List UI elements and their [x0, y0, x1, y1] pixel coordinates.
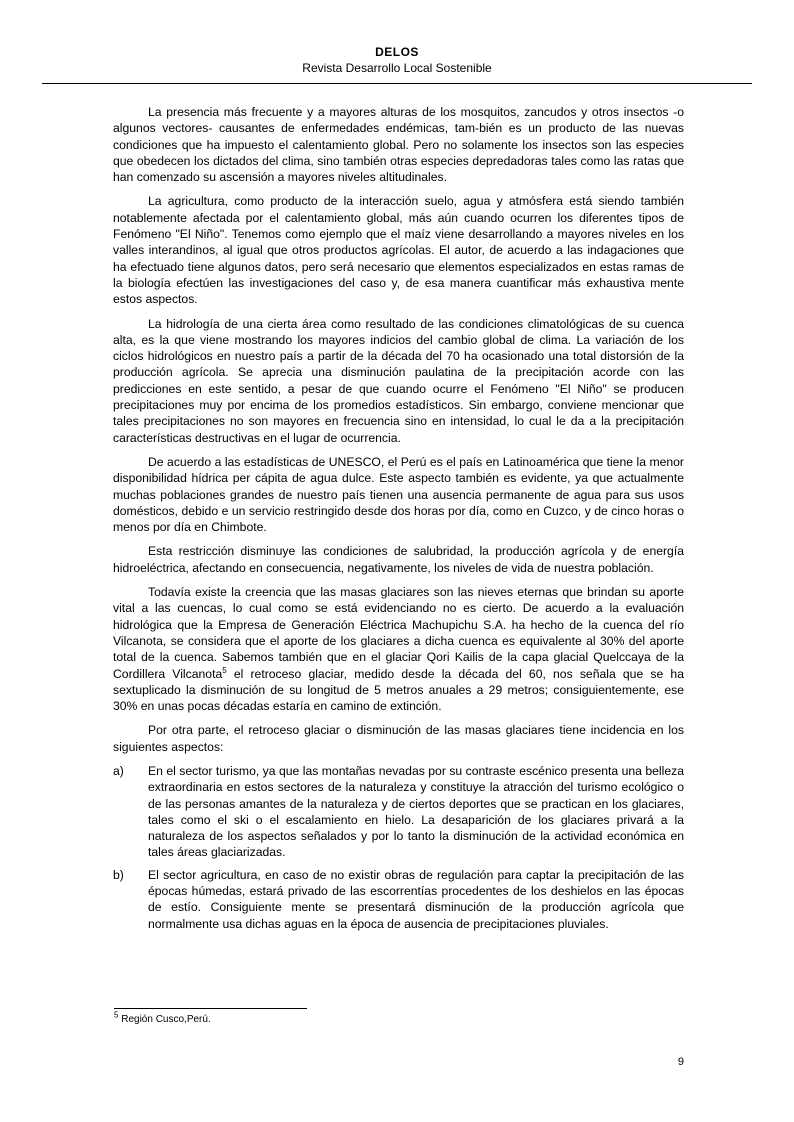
footnote-number: 5 — [114, 1010, 119, 1020]
paragraph-agricultura: La agricultura, como producto de la interacción suelo, agua y atmósfera está siendo también notablemente afectada por el calentamiento global, más aún cuando ocurren los diferentes tipos de Fenómeno "El Niño". Tenemos como ejemplo que el maíz viene desarrollando a mayores niveles en los valles interandinos, al igual que otros productos agrícolas. El autor, de acuerdo a las indagaciones que ha efectuado tiene algunos datos, pero será necesario que elementos especializados en estas ramas de la biología efectúen las investigaciones del caso y, de esa manera cuantificar más exhaustiva mente estos aspectos. — [113, 194, 684, 307]
page-header — [0, 44, 794, 76]
list-item-agricultura — [113, 867, 684, 932]
footnote-divider — [114, 1008, 307, 1009]
glaciares-text-end: el retroceso glaciar, medido desde la década del 60, nos señala que se ha sextuplicado la disminución de su longitud de 5 metros anuales a 29 metros; consiguientemente, ese 30% en unas pocas décadas estaría en camino de extinción. — [113, 666, 684, 714]
footnote-reference: 5 — [222, 665, 227, 675]
footnote-text: Región Cusco,Perú. — [118, 1014, 211, 1025]
paragraph-glaciares — [113, 584, 684, 714]
list-text-turismo: En el sector turismo, ya que las montañas nevadas por su contraste escénico presenta una belleza extraordinaria en estos sectores de la naturaleza y constituye la atracción del turismo ecológico o de las personas amantes de la naturaleza y de ciertos deportes que se practican en los glaciares, tales como el ski o el escalamiento en hielo. La desaparición de los glaciares privará a la naturaleza de los aspectos señalados y por lo tanto la disminución de la actividad económica en tales áreas glaciarizadas. — [148, 763, 684, 860]
glaciares-text-start: Todavía existe la creencia que las masas glaciares son las nieves eternas que brindan su aporte vital a las cuencas, lo cual como se está evidenciando no es cierto. De acuerdo a la evaluación hidrológica que la Empresa de Generación Eléctrica Machupichu S.A. ha hecho de la cuenca del río Vilcanota, se considera que el aporte de los glaciares a dicha cuenca es equivalente al 30% del aporte total de la cuenca. Sabemos también que en el glaciar Qori Kailis de la capa glacial Quelccaya de la Cordillera Vilcanota — [113, 585, 684, 681]
paragraph-hidrologia: La hidrología de una cierta área como resultado de las condiciones climatológicas de su cuenca alta, es la que viene mostrando los mayores indicios del cambio global de clima. La variación de los ciclos hidrológicos en nuestro país a partir de la década del 70 ha ocasionado una total distorsión de la producción agrícola. Se aprecia una disminución paulatina de la precipitación acorde con las predicciones en este sentido, a pesar de que cuando ocurre el Fenómeno "El Niño" se producen precipitaciones muy por encima de los promedios estadísticos. Sin embargo, conviene mencionar que tales precipitaciones no son mayores en frecuencia sino en intensidad, lo cual le da a la precipitación características destructivas en el lugar de ocurrencia. — [113, 316, 684, 445]
list-text-agricultura: El sector agricultura, en caso de no existir obras de regulación para captar la precipitación de las épocas húmedas, estará privado de las escorrentías procedentes de los deshielos en las épocas de estío. Consiguiente mente se presentará disminución de la producción agrícola que normalmente usa dichas aguas en la época de ausencia de precipitaciones pluviales. — [148, 867, 684, 931]
page-number: 9 — [677, 1056, 684, 1068]
journal-name: DELOS — [375, 45, 419, 59]
journal-subtitle: Revista Desarrollo Local Sostenible — [302, 61, 492, 75]
header-divider — [42, 83, 752, 84]
footnote — [114, 1010, 211, 1025]
paragraph-mosquitos: La presencia más frecuente y a mayores alturas de los mosquitos, zancudos y otros insectos -o algunos vectores- causantes de enfermedades endémicas, tam-bién es un producto de las nuevas condiciones que ha impuesto el calentamiento global. Pero no solamente los insectos son las especies que obedecen los dictados del clima, sino también otras especies depredadoras tales como las ratas que han comenzado su ascensión a mayores niveles altitudinales. — [113, 105, 684, 185]
article-body — [113, 104, 684, 938]
paragraph-retroceso: Por otra parte, el retroceso glaciar o disminución de las masas glaciares tiene incidencia en los siguientes aspectos: — [113, 723, 684, 754]
list-marker-b: b) — [113, 867, 124, 882]
list-marker-a: a) — [113, 763, 124, 778]
paragraph-unesco: De acuerdo a las estadísticas de UNESCO, el Perú es el país en Latinoamérica que tiene la menor disponibilidad hídrica per cápita de agua dulce. Este aspecto también es evidente, ya que actualmente muchas poblaciones grandes de nuestro país tienen una ausencia permanente de agua para sus usos domésticos, debido e un servicio restringido desde dos horas por día, como en Cuzco, y de cinco horas o menos por día en Chimbote. — [113, 454, 684, 535]
paragraph-restriccion: Esta restricción disminuye las condiciones de salubridad, la producción agrícola y de energía hidroeléctrica, afectando en consecuencia, negativamente, los niveles de vida de nuestra población. — [113, 544, 684, 575]
list-item-turismo — [113, 763, 684, 861]
